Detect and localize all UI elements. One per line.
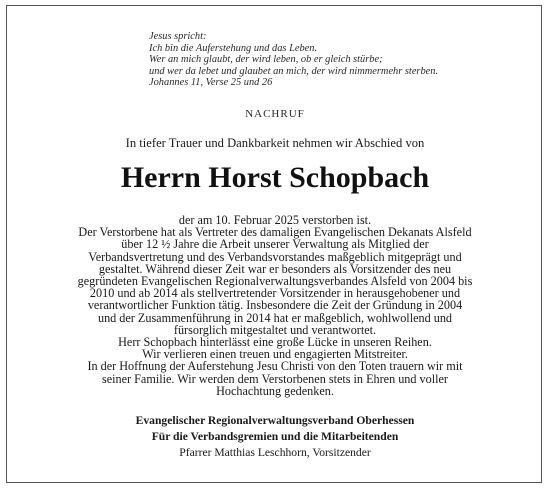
body-line: Verbandsvertretung und des Verbandsvorstandes maßgeblich mitgeprägt und xyxy=(88,249,462,264)
verse-line: Ich bin die Auferstehung und das Leben. xyxy=(149,42,318,54)
body-line: Hochachtung gedenken. xyxy=(216,383,334,398)
signature-block xyxy=(0,413,550,460)
body-line: 2010 und ab 2014 als stellvertretender Vorsitzender in herausgehobener und xyxy=(89,286,461,301)
body-line: gestaltet. Während dieser Zeit war er besonders als Vorsitzender des neu xyxy=(98,261,452,276)
body-line: über 12 ½ Jahre die Arbeit unserer Verwaltung als Mitglied der xyxy=(121,237,429,252)
verse-line: Johannes 11, Verse 25 und 26 xyxy=(149,77,273,89)
body-line: Wir verlieren einen treuen und engagierten Mitstreiter. xyxy=(142,347,408,362)
signature-committees: Für die Verbandsgremien und die Mitarbeitenden xyxy=(151,429,399,443)
body-line: fürsorglich mitgestaltet und verantwortet. xyxy=(173,322,377,337)
obituary-body xyxy=(30,214,520,397)
body-line: der am 10. Februar 2025 verstorben ist. xyxy=(178,213,372,227)
body-line: seiner Familie. Wir werden dem Verstorbenen stets in Ehren und voller xyxy=(102,371,448,386)
body-line: und der Zusammenführung in 2014 hat er maßgeblich, wohlwollend und xyxy=(97,310,453,325)
notice-heading: NACHRUF xyxy=(245,108,305,120)
body-line: Der Verstorbene hat als Vertreter des damaligen Evangelischen Dekanats Alsfeld xyxy=(78,225,472,240)
verse-line: Jesus spricht: xyxy=(149,31,207,42)
signature-organization: Evangelischer Regionalverwaltungsverband Oberhessen xyxy=(135,414,415,427)
body-line: Herr Schopbach hinterlässt eine große Lücke in unseren Reihen. xyxy=(118,335,432,350)
body-line: verantwortlicher Funktion tätig. Insbesondere die Zeit der Gründung in 2004 xyxy=(87,298,463,313)
verse-line: und wer da lebet und glaubet an mich, der wird nimmermehr sterben. xyxy=(149,65,439,77)
signature-person: Pfarrer Matthias Leschhorn, Vorsitzender xyxy=(179,445,371,459)
body-line: In der Hoffnung der Auferstehung Jesu Christi von den Toten trauern wir mit xyxy=(87,359,463,374)
deceased-name: Herrn Horst Schopbach xyxy=(120,161,430,194)
verse-line: Wer an mich glaubt, der wird leben, ob er gleich stürbe; xyxy=(149,54,383,66)
intro-line: In tiefer Trauer und Dankbarkeit nehmen wir Abschied von xyxy=(125,136,425,150)
body-line: gegründeten Evangelischen Regionalverwaltungsverbandes Alsfeld von 2004 bis xyxy=(77,274,473,289)
bible-verse xyxy=(149,31,529,89)
